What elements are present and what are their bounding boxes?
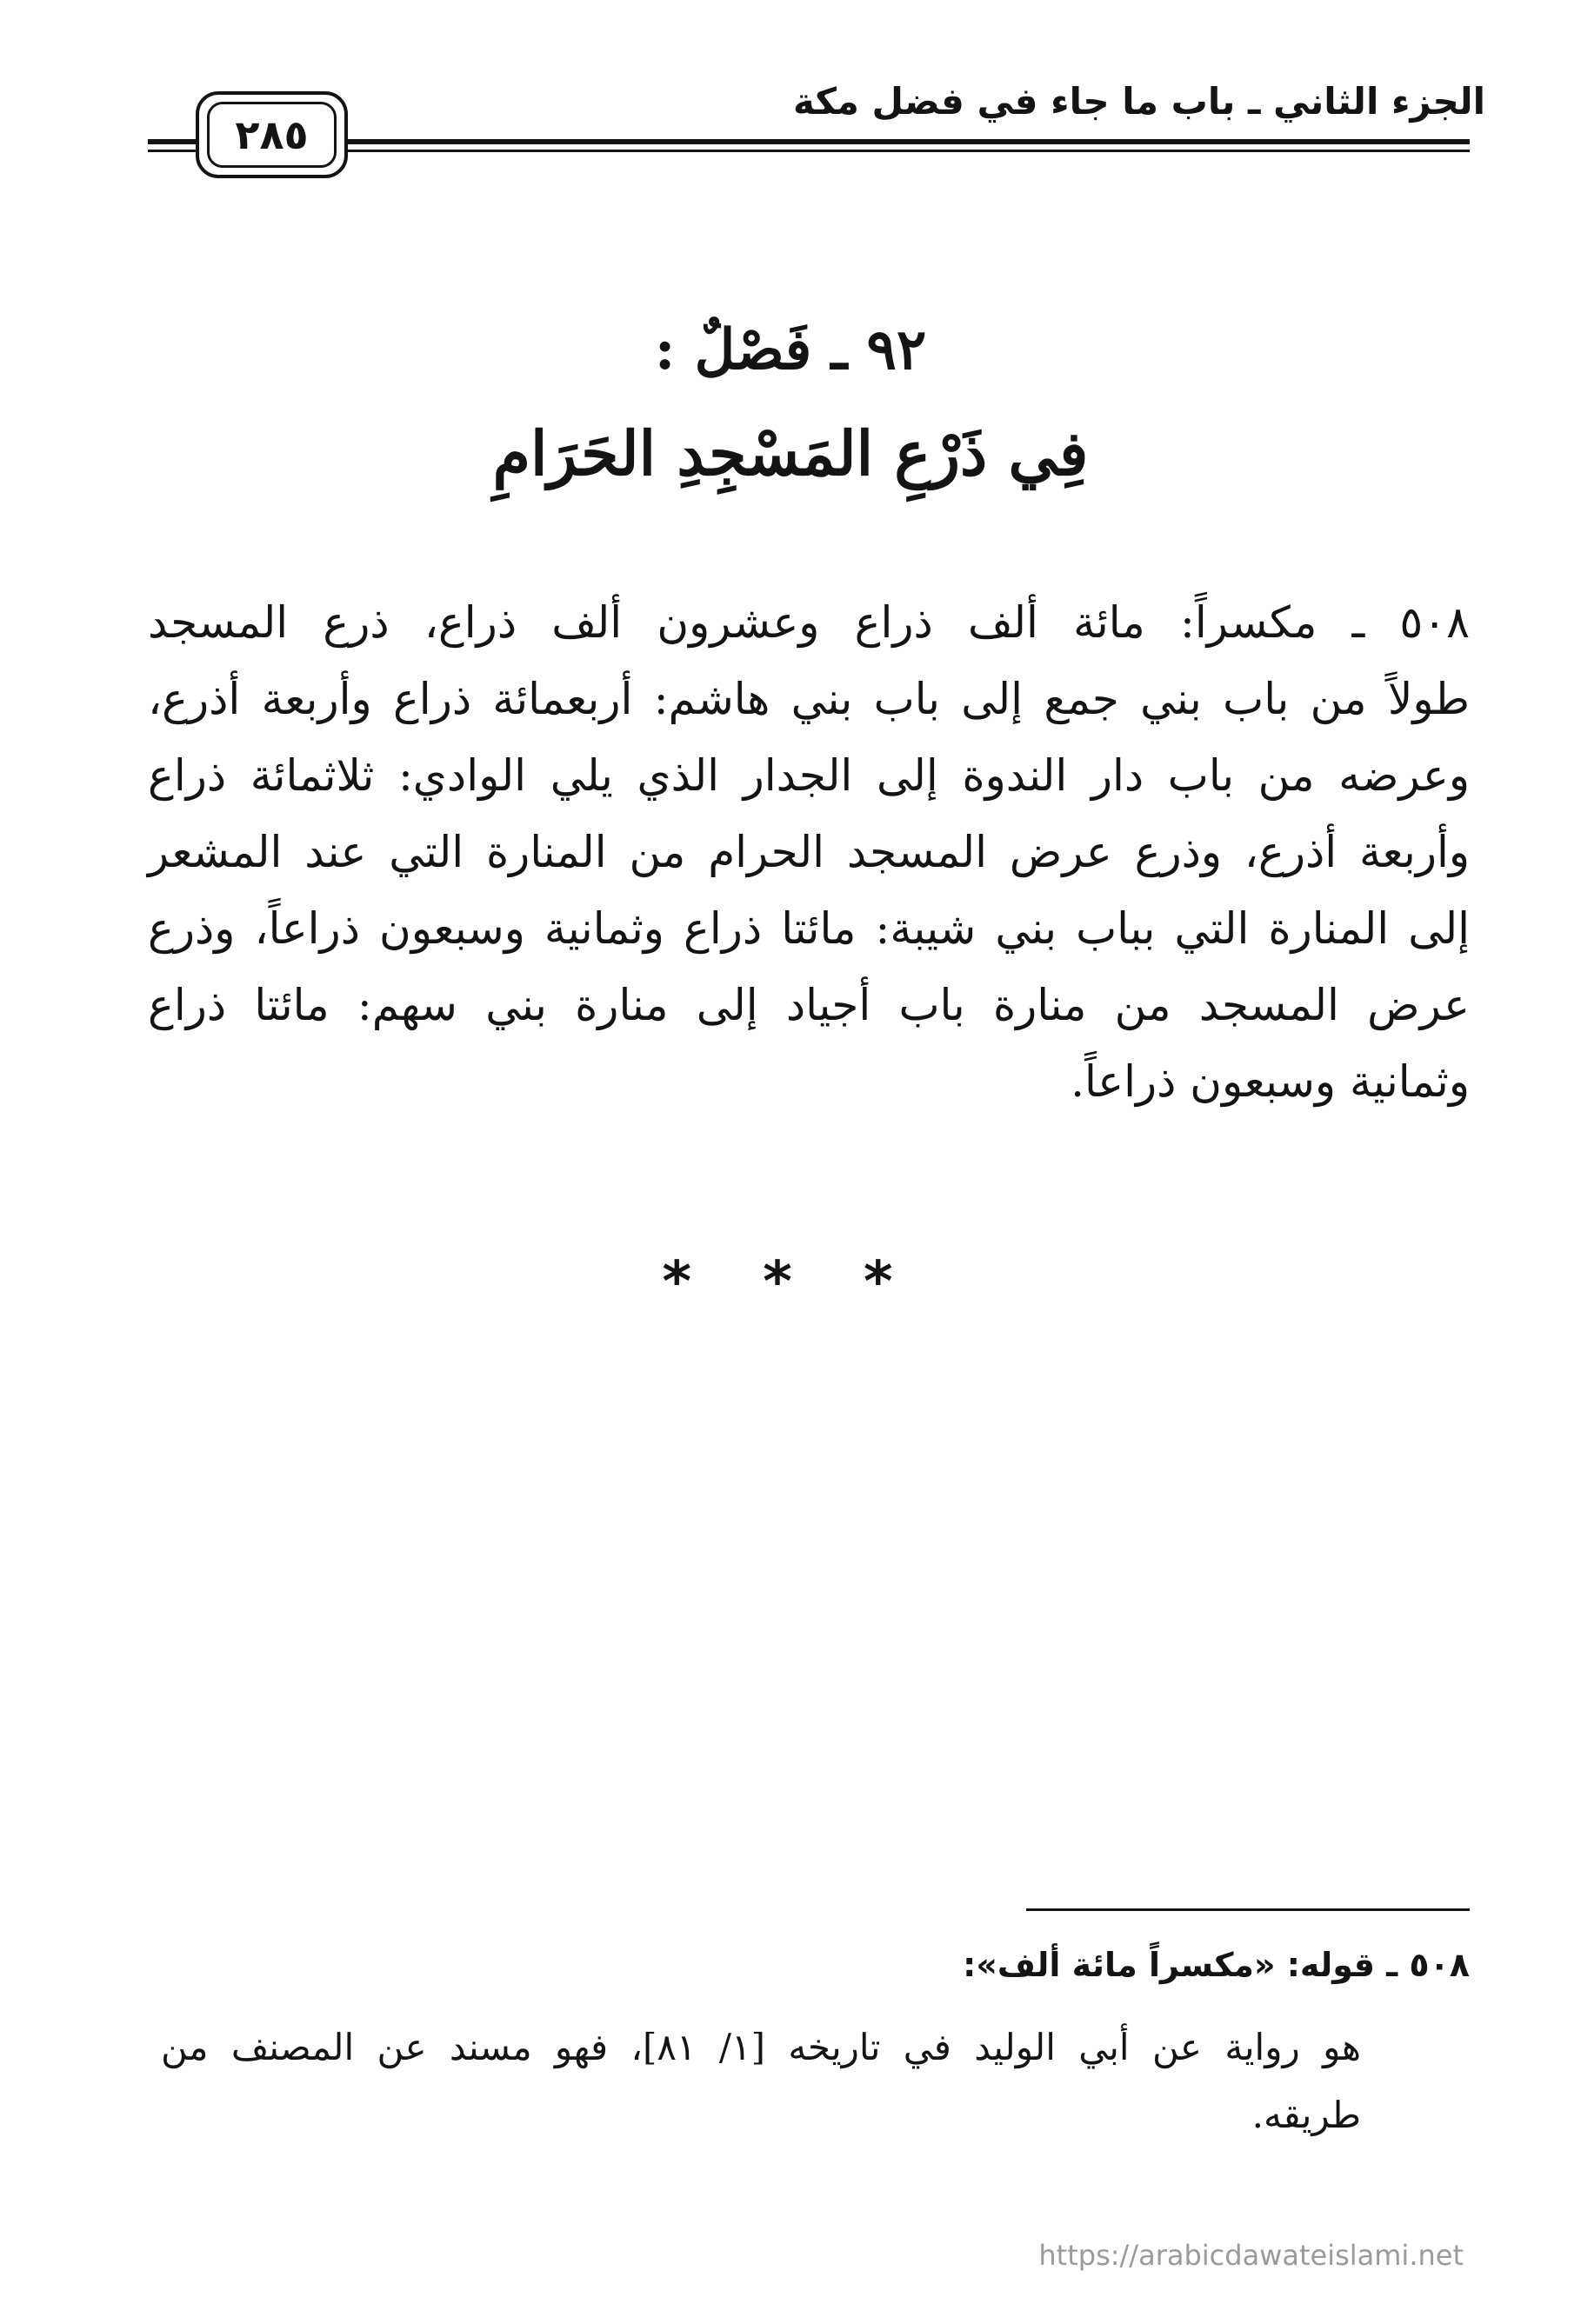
body-line: إلى المنارة التي بباب بني شيبة: مائتا ذراع وثمانية وسبعون ذراعاً، وذرع (148, 903, 1470, 954)
chapter-number: ٩٢ ـ فَصْلٌ : (654, 317, 927, 383)
body-line: ٥٠٨ ـ مكسراً: مائة ألف ذراع وعشرون ألف ذراع، ذرع المسجد (148, 597, 1470, 648)
body-line: وعرضه من باب دار الندوة إلى الجدار الذي يلي الوادي: ثلاثمائة ذراع (148, 750, 1470, 801)
source-watermark: https://arabicdawateislami.net (1038, 2239, 1464, 2272)
body-line: وأربعة أذرع، وذرع عرض المسجد الحرام من المنارة التي عند المشعر (148, 827, 1470, 877)
body-line: وثمانية وسبعون ذراعاً. (1071, 1056, 1470, 1107)
chapter-title: فِي ذَرْعِ المَسْجِدِ الحَرَامِ (492, 417, 1089, 489)
footnote-line: هو رواية عن أبي الوليد في تاريخه [١/ ٨١]، فهو مسند عن المصنف من (161, 2026, 1361, 2068)
page-number: ٢٨٥ (207, 102, 337, 168)
running-head: الجزء الثاني ـ باب ما جاء في فضل مكة (792, 80, 1485, 123)
body-line: طولاً من باب بني جمع إلى باب بني هاشم: أربعمائة ذراع وأربعة أذرع، (148, 674, 1470, 724)
page-number-frame (196, 91, 348, 178)
body-paragraph (148, 584, 1470, 1120)
body-line: عرض المسجد من منارة باب أجياد إلى منارة بني سهم: مائتا ذراع (148, 980, 1470, 1030)
footnote-rule (1026, 1908, 1470, 1911)
section-separator: * * * (662, 1250, 919, 1315)
footnote-text (161, 2014, 1361, 2149)
footnote-heading: ٥٠٨ ـ قوله: «مكسراً مائة ألف»: (963, 1946, 1470, 1984)
footnote-line: طريقه. (1251, 2094, 1361, 2136)
